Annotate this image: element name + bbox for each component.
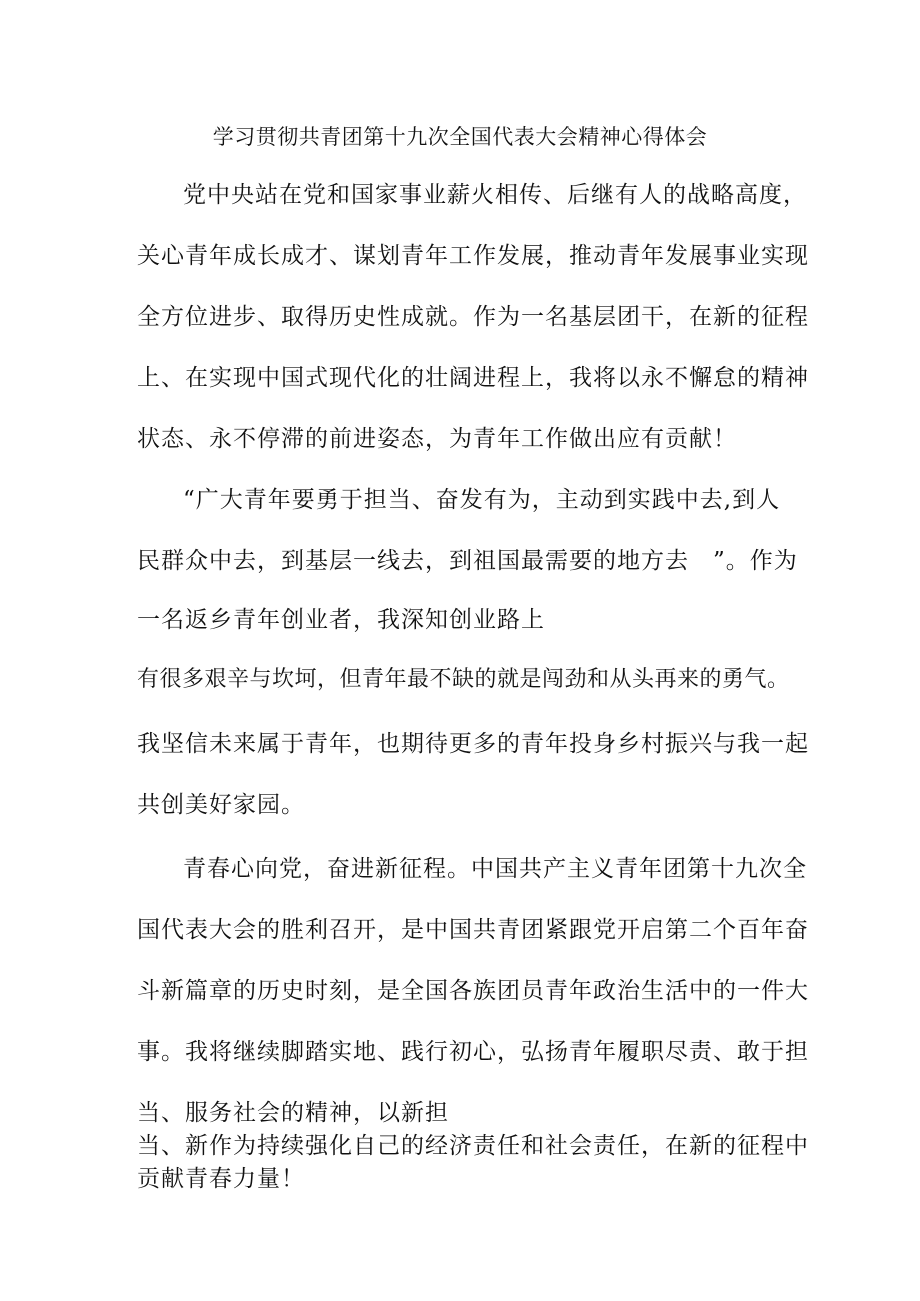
paragraph-2-line-2: 民群众中去，到基层一线去，到祖国最需要的地方去 ”。作为 <box>137 548 798 574</box>
paragraph-3-line-6: 当、新作为持续强化自己的经济责任和社会责任，在新的征程中 <box>137 1133 809 1159</box>
paragraph-2-line-1: “广大青年要勇于担当、奋发有为，主动到实践中去,到人 <box>183 487 781 513</box>
paragraph-3-line-2: 国代表大会的胜利召开，是中国共青团紧跟党开启第二个百年奋 <box>137 917 809 943</box>
paragraph-1-line-5: 状态、永不停滞的前进姿态，为青年工作做出应有贡献！ <box>137 426 737 452</box>
paragraph-2-line-3: 一名返乡青年创业者，我深知创业路上 <box>137 607 545 633</box>
paragraph-2-line-4: 有很多艰辛与坎坷，但青年最不缺的就是闯劲和从头再来的勇气。 <box>137 667 790 692</box>
paragraph-3-line-4: 事。我将继续脚踏实地、践行初心，弘扬青年履职尽责、敢于担 <box>137 1039 809 1065</box>
paragraph-1-line-4: 上、在实现中国式现代化的壮阔进程上，我将以永不懈怠的精神 <box>137 365 809 391</box>
paragraph-1-line-2: 关心青年成长成才、谋划青年工作发展，推动青年发展事业实现 <box>137 243 809 269</box>
document-title: 学习贯彻共青团第十九次全国代表大会精神心得体会 <box>212 125 708 149</box>
paragraph-2-line-6: 共创美好家园。 <box>137 792 305 818</box>
paragraph-3-line-1: 青春心向党，奋进新征程。中国共产主义青年团第十九次全 <box>183 856 807 882</box>
paragraph-2-line-5: 我坚信未来属于青年，也期待更多的青年投身乡村振兴与我一起 <box>137 731 809 757</box>
paragraph-3-line-3: 斗新篇章的历史时刻，是全国各族团员青年政治生活中的一件大 <box>137 978 809 1004</box>
paragraph-3-line-5: 当、服务社会的精神，以新担 <box>137 1100 449 1126</box>
paragraph-1-line-3: 全方位进步、取得历史性成就。作为一名基层团干，在新的征程 <box>137 304 809 330</box>
paragraph-1-line-1: 党中央站在党和国家事业薪火相传、后继有人的战略高度， <box>183 182 807 208</box>
paragraph-3-line-7: 贡献青春力量！ <box>137 1166 305 1192</box>
